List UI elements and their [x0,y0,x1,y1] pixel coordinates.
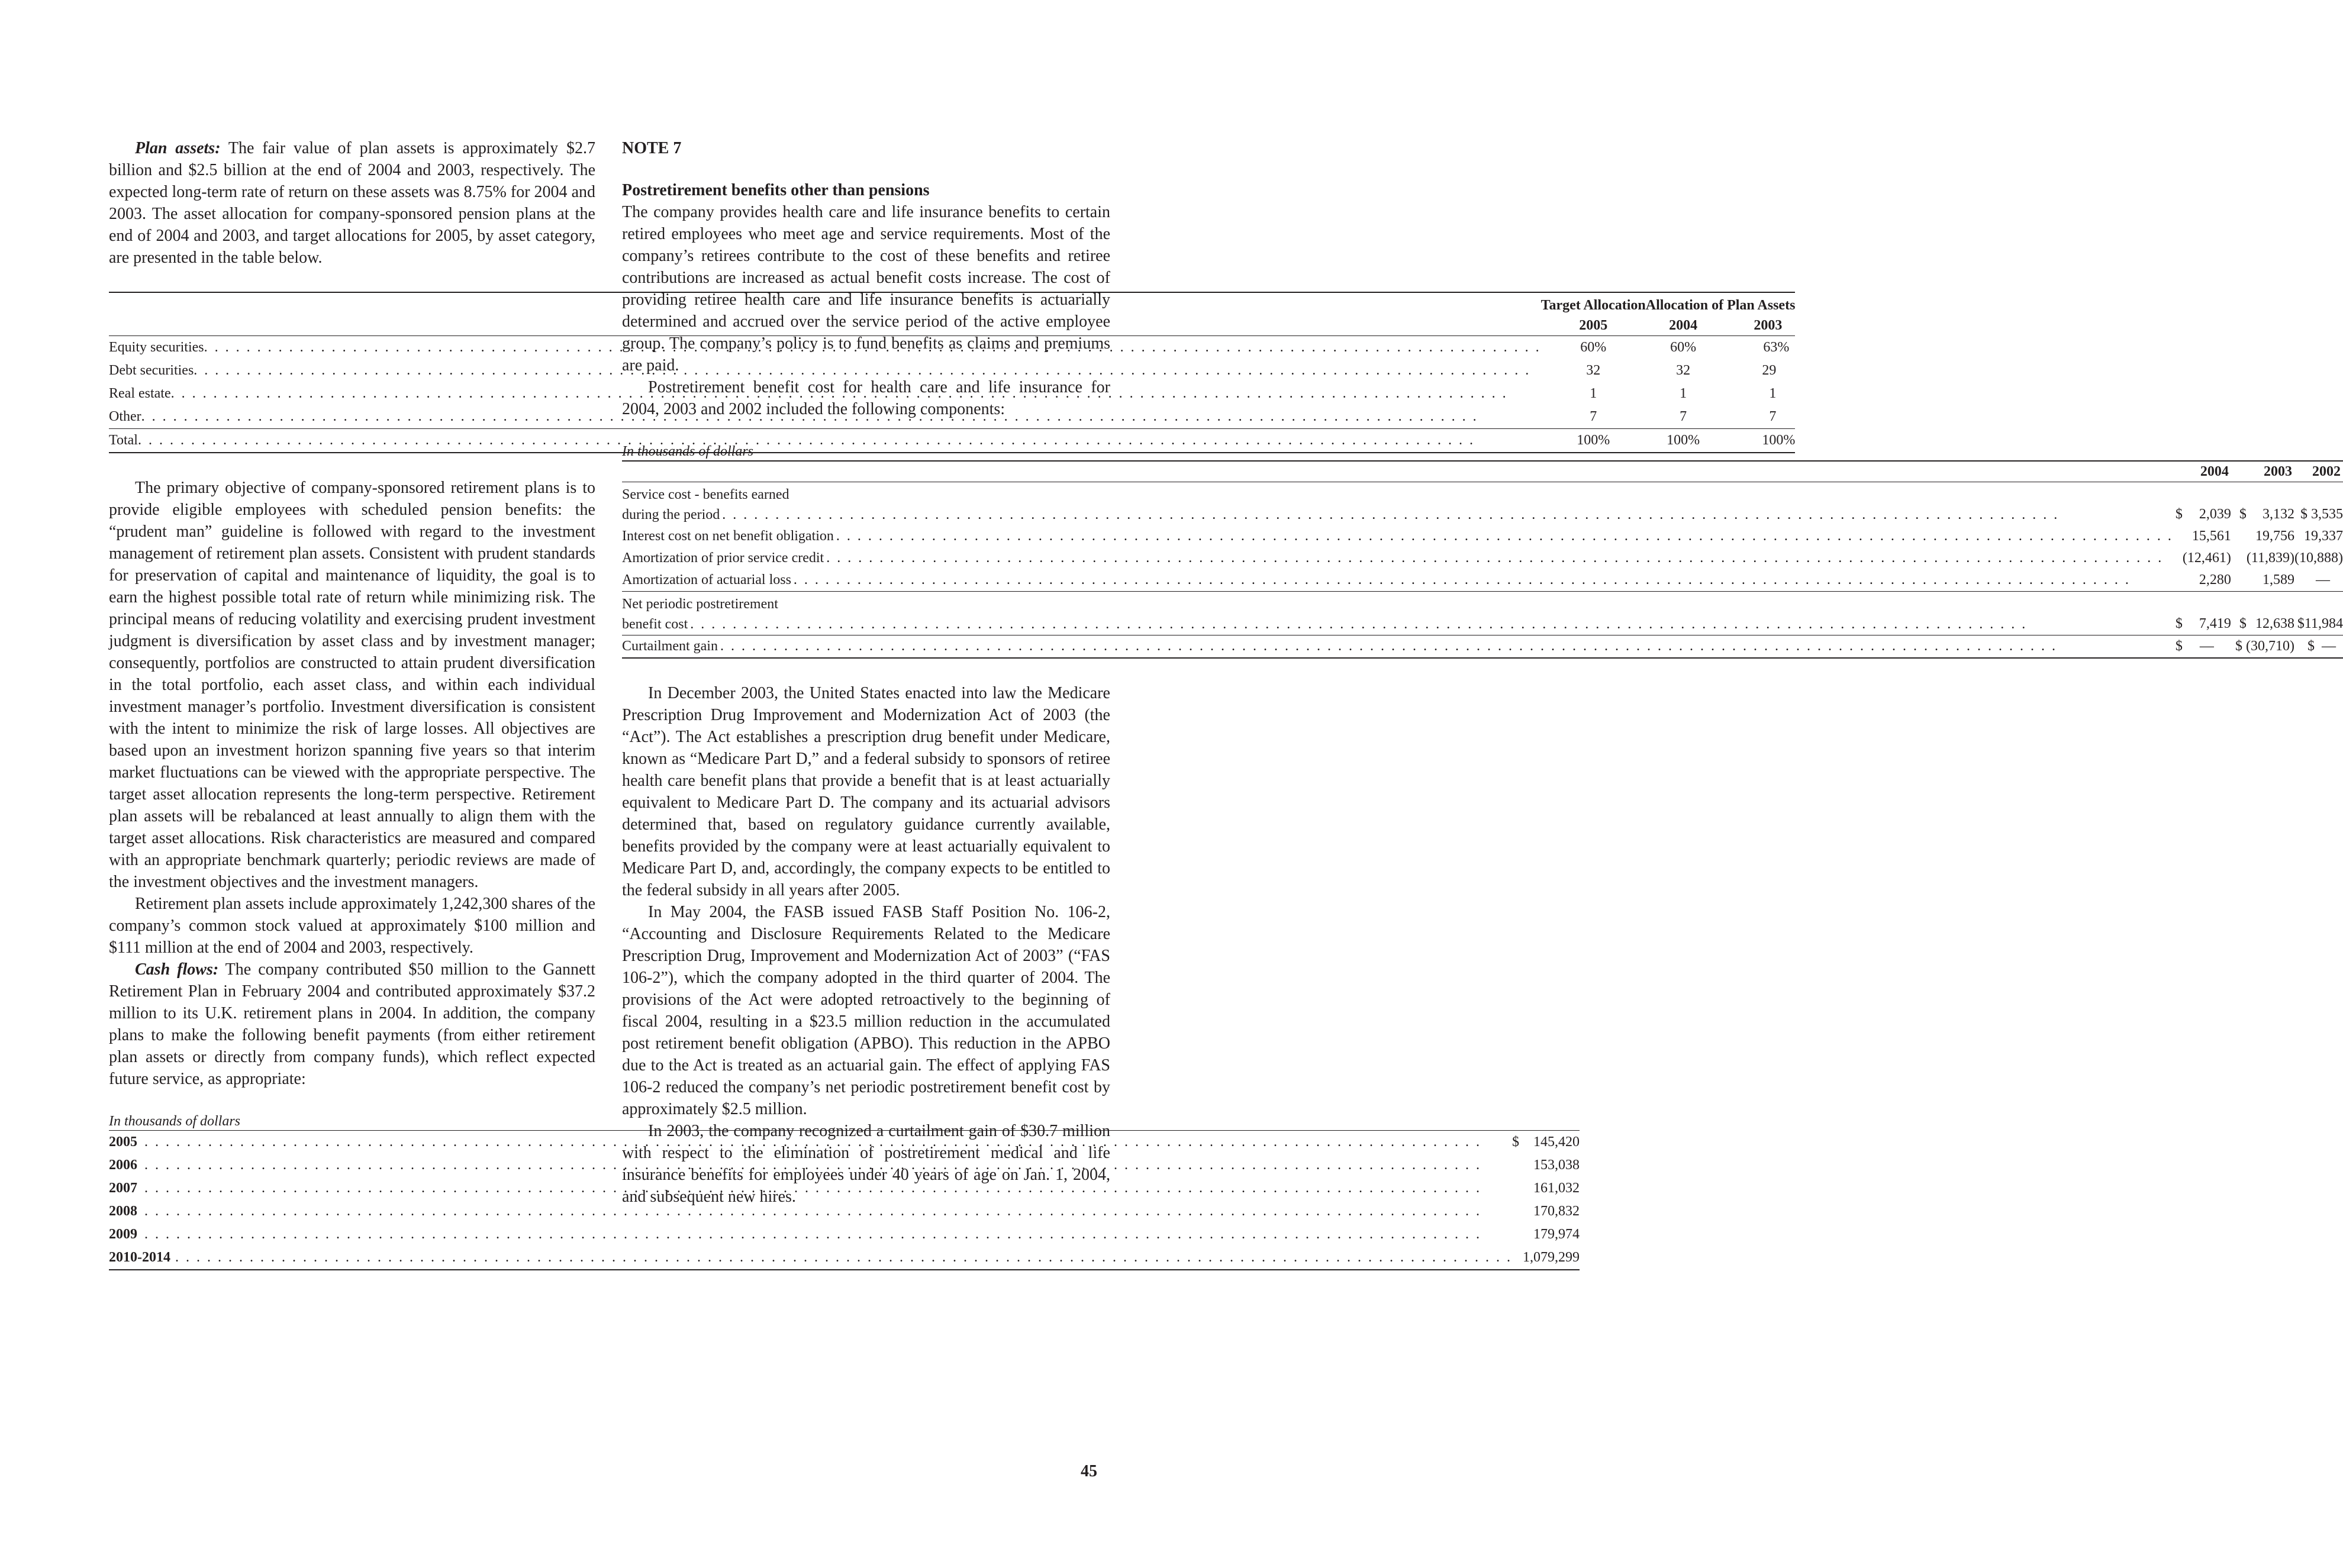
prior-service-label: Amortization of prior service credit [622,550,824,566]
payments-table-caption: In thousands of dollars [109,1114,241,1129]
curtailment-paragraph: In 2003, the company recognized a curtailment gain of $30.7 million with respect to the elimination of postretirement medical and life insurance benefits for employees under 40 years of age on Jan. 1, 2004, and subsequent new hires. [622,1122,1110,1206]
value-2002: — [2315,572,2330,588]
row-label: Other [109,409,141,424]
value-2003: 7 [1769,409,1777,424]
payment-value: 1,079,299 [1523,1250,1580,1265]
year-label: 2009 [109,1227,137,1242]
value-2005: 60% [1580,340,1607,355]
value-2003: 3,132 [2262,506,2294,522]
table-row [622,547,2343,569]
plan-assets-allocation-header: Allocation of Plan Assets [1645,298,1796,313]
payment-value: 161,032 [1533,1180,1580,1196]
value-2004: 2,280 [2199,572,2231,588]
note-title: NOTE 7 [622,139,682,157]
payment-value: 179,974 [1533,1227,1580,1242]
value-2005: 100% [1541,429,1646,453]
currency-symbol: $ [2175,506,2183,522]
year-label: 2010-2014 [109,1250,170,1265]
year-header-2004: 2004 [2173,461,2231,482]
cash-flows-paragraph [109,959,595,1090]
actuarial-loss-label: Amortization of actuarial loss [622,572,791,588]
year-label: 2006 [109,1157,137,1173]
table-row [622,504,2343,525]
table-row [622,635,2343,659]
page-number: 45 [1081,1462,1097,1480]
payment-value: 145,420 [1523,1131,1580,1154]
plan-assets-text: The fair value of plan assets is approximately $2.7 billion and $2.5 billion at the end of 2004 and 2003, respectively. The expected long-term rate of return on these assets was 8.75% for 2004 and 2003. The asset allocation for company-sponsored pension plans at the end of 2004 and 2003, and target allocations for 2005, by asset category, are presented in the table below. [109,139,595,267]
shares-paragraph: Retirement plan assets include approximately 1,242,300 shares of the company’s common stock valued at approximately $100 million and $111 million at the end of 2004 and 2003, respectively. [109,895,595,957]
cost-table-caption: In thousands of dollars [622,444,754,459]
currency-symbol: $ [1512,1131,1523,1154]
row-label: Equity securities [109,340,204,355]
currency-symbol: $ [2239,616,2247,631]
row-label: Total [109,433,138,448]
value-2002: $11,984 [2297,616,2343,631]
section-heading: Postretirement benefits other than pensions [622,181,930,199]
value-2003: 1 [1769,386,1777,401]
value-2003: 29 [1762,363,1777,378]
value-2005: 7 [1590,409,1597,424]
table-row [109,1223,1580,1246]
value-2002: 19,337 [2303,528,2343,544]
value-2002: (10,888) [2294,550,2343,566]
currency-symbol: $ [2239,506,2247,522]
plan-assets-lead: Plan assets: [135,139,221,157]
value-2004: 1 [1680,386,1687,401]
curtailment-gain-label: Curtailment gain [622,638,718,654]
year-header-2004: 2004 [1646,315,1721,336]
currency-symbol: $ [2175,616,2183,631]
year-header-2005: 2005 [1541,315,1646,336]
value-2003: 1,589 [2262,572,2294,588]
value-2004: 2,039 [2199,506,2231,522]
components-paragraph: Postretirement benefit cost for health care and life insurance for 2004, 2003 and 2002 included the following components: [622,378,1110,418]
medicare-paragraph: In December 2003, the United States enacted into law the Medicare Prescription Drug Improvement and Modernization Act of 2003 (the “Act”). The Act establishes a prescription drug benefit under Medicare, known as “Medicare Part D,” and a federal subsidy to sponsors of retiree health care benefit plans that provide a benefit that is at least actuarially equivalent to Medicare Part D. The company and its actuarial advisors determined that, based on regulatory guidance currently available, benefits provided by the company were at least actuarially equivalent to Medicare Part D, and, accordingly, the company expects to be entitled to the federal subsidy in all years after 2005. [622,684,1110,899]
year-header-2002: 2002 [2294,461,2343,482]
value-2004: 7,419 [2199,616,2231,631]
value-2005: 1 [1590,386,1597,401]
intro-paragraph: The company provides health care and life insurance benefits to certain retired employees who meet age and service requirements. Most of the company’s retirees contribute to the cost of these benefits and retiree contributions are increased as actual benefit costs increase. The cost of providing retiree health care and life insurance benefits is actuarially determined and accrued over the service period of the active employee group. The company’s policy is to fund benefits as claims and premiums are paid. [622,203,1110,375]
cash-flows-lead: Cash flows: [135,960,219,979]
table-row [622,525,2343,547]
service-cost-label-2: during the period [622,506,720,522]
value-2004: 32 [1676,363,1691,378]
target-allocation-header: Target Allocation [1540,298,1646,313]
year-header-2003: 2003 [2231,461,2294,482]
year-label: 2007 [109,1180,137,1196]
year-label: 2008 [109,1204,137,1219]
value-2004: 60% [1670,340,1697,355]
table-row [622,613,2343,635]
service-cost-label-1: Service cost - benefits earned [622,487,789,502]
cash-flows-text: The company contributed $50 million to the Gannett Retirement Plan in February 2004 and contributed approximately $37.2 million to its U.K. retirement plans in 2004. In addition, the company plans to make the following benefit payments (from either retirement plan assets or directly from company funds), which reflect expected future service, as appropriate: [109,960,595,1088]
value-2004: 7 [1680,409,1687,424]
fasb-paragraph: In May 2004, the FASB issued FASB Staff Position No. 106-2, “Accounting and Disclosure Requirements Related to the Medicare Prescription Drug, Improvement and Modernization Act of 2003” (“FAS 106-2”), which the company adopted in the third quarter of 2004. The provisions of the Act were adopted retroactively to the beginning of fiscal 2004, resulting in a $23.5 million reduction in the accumulated post retirement benefit obligation (APBO). This reduction in the APBO due to the Act is treated as an actuarial gain. The effect of applying FAS 106-2 reduced the company’s net periodic postretirement benefit cost by approximately $2.5 million. [622,903,1110,1118]
value-2003: (11,839) [2246,550,2294,566]
postretirement-cost-table [622,460,2343,659]
row-label: Debt securities [109,363,194,378]
table-row [622,569,2343,592]
plan-assets-paragraph [109,137,595,269]
net-cost-label-1: Net periodic postretirement [622,592,2343,614]
value-2002: $ — [2294,635,2343,659]
value-2004: — [2183,635,2231,659]
payment-value: 153,038 [1533,1157,1580,1173]
value-2003: 100% [1721,429,1796,453]
payment-value: 170,832 [1533,1204,1580,1219]
value-2003: 63% [1763,340,1790,355]
table-row [109,1246,1580,1270]
year-header-2003: 2003 [1721,315,1796,336]
net-cost-label-2: benefit cost [622,616,688,632]
value-2003: 19,756 [2255,528,2294,544]
value-2004: (12,461) [2182,550,2231,566]
value-2002: $ 3,535 [2300,506,2343,522]
row-label: Real estate [109,386,171,401]
value-2003: $ (30,710) [2231,635,2294,659]
interest-cost-label: Interest cost on net benefit obligation [622,528,834,544]
objective-paragraph: The primary objective of company-sponsored retirement plans is to provide eligible employees with scheduled pension benefits: the “prudent man” guideline is followed with regard to the investment management of retirement plan assets. Consistent with prudent standards for preservation of capital and maintenance of liquidity, the goal is to earn the highest possible total rate of return while minimizing risk. The principal means of reducing volatility and exercising prudent investment judgment is diversification by asset class and by investment manager; consequently, portfolios are constructed to attain prudent diversification in the total portfolio, each asset class, and within each individual investment manager’s portfolio. Investment diversification is consistent with the intent to minimize the risk of large losses. All objectives are based upon an investment horizon spanning five years so that interim market fluctuations can be viewed with the appropriate perspective. The target asset allocation represents the long-term perspective. Retirement plan assets will be rebalanced at least annually to align them with the target asset allocations. Risk characteristics are measured and compared with an appropriate benchmark quarterly; periodic reviews are made of the investment objectives and the investment managers. [109,479,595,891]
year-label: 2005 [109,1134,137,1150]
value-2003: 12,638 [2255,616,2294,631]
value-2004: 15,561 [2191,528,2231,544]
value-2005: 32 [1586,363,1601,378]
currency-symbol: $ [2173,635,2183,659]
value-2004: 100% [1646,429,1721,453]
